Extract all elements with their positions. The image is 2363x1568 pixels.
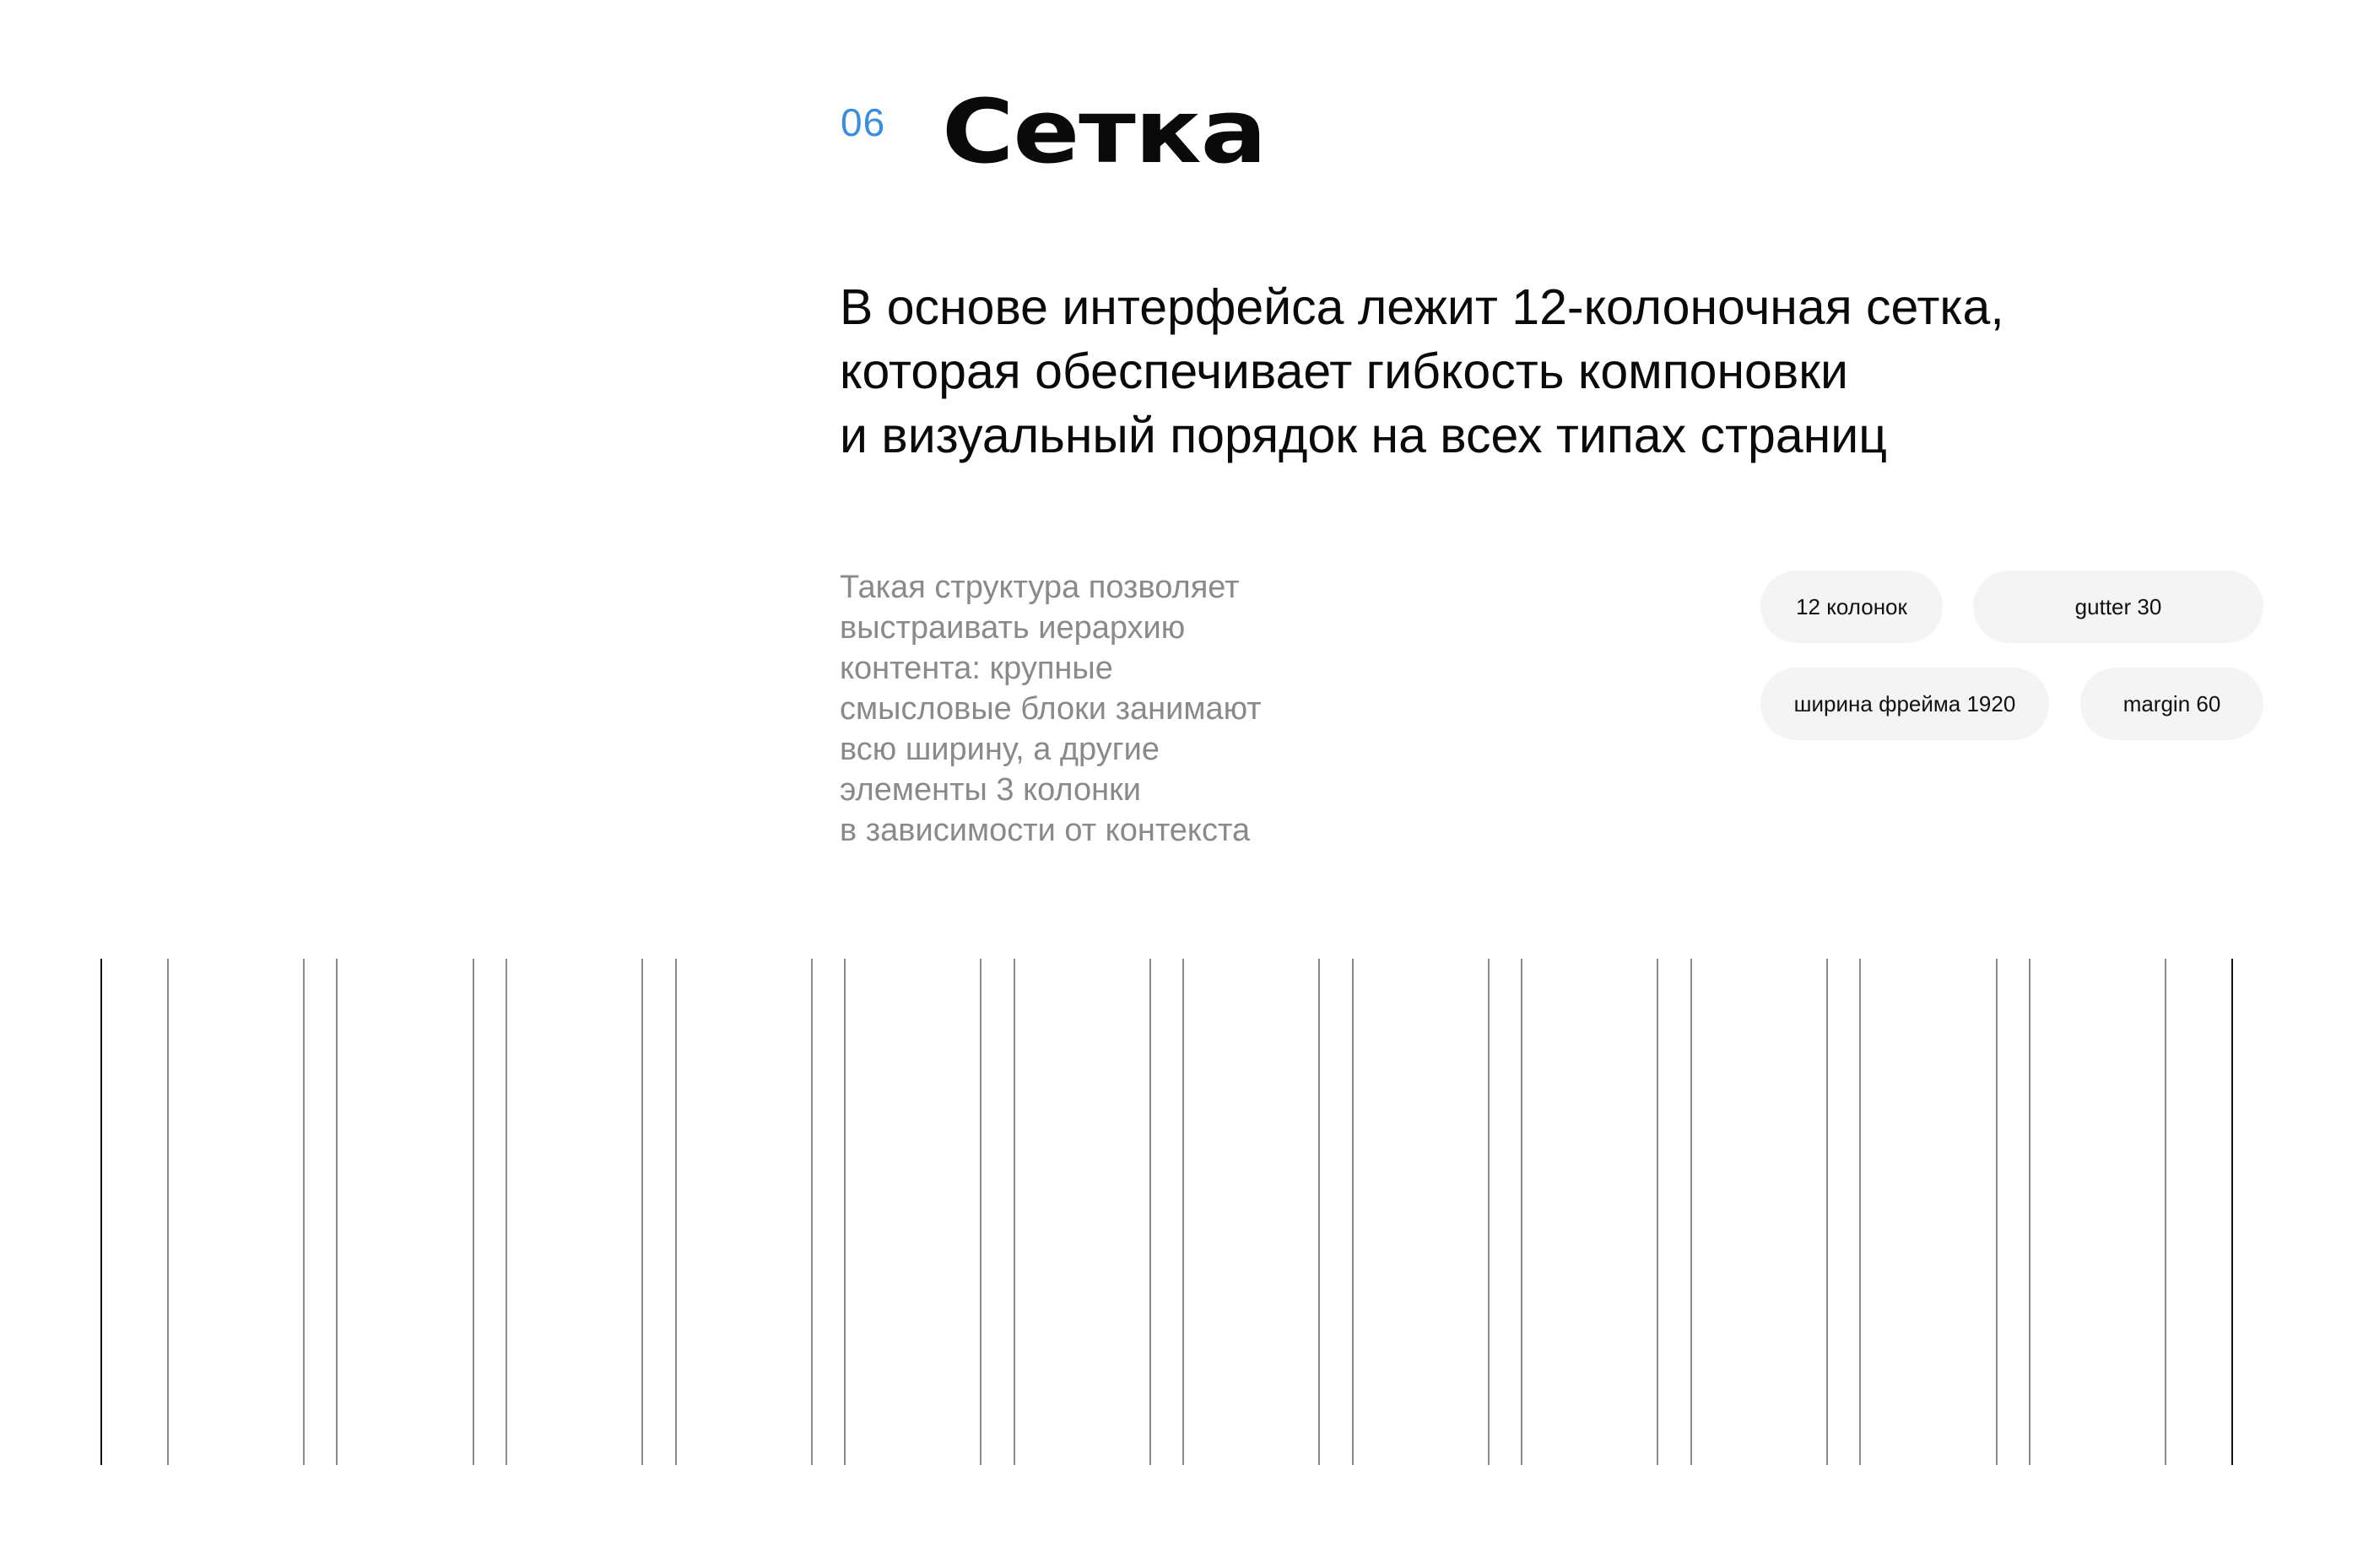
lead-line: которая обеспечивает гибкость компоновки [840,343,1848,399]
column-guide-line [167,959,169,1465]
column-guide-line [1318,959,1320,1465]
tag-margin: margin 60 [2080,668,2263,740]
column-guide-line [1014,959,1015,1465]
description-text [840,567,1363,851]
description-line: выстраивать иерархию [840,610,1186,646]
description-line: в зависимости от контекста [840,813,1251,848]
description-line: контента: крупные [840,651,1113,686]
column-guide-line [1859,959,1861,1465]
column-guide-line [473,959,474,1465]
frame-edge-right [2231,959,2233,1465]
lead-line: и визуальный порядок на всех типах страниц [840,408,1887,463]
column-guide-line [2165,959,2166,1465]
section-number: 06 [841,100,886,144]
column-guide-line [1521,959,1522,1465]
column-guide-line [303,959,305,1465]
description-line: смысловые блоки занимают [840,691,1262,727]
column-guide-line [1826,959,1828,1465]
description-line: элементы 3 колонки [840,772,1141,808]
column-guide-line [844,959,846,1465]
column-guide-line [675,959,677,1465]
column-guide-line [1657,959,1658,1465]
tag-columns: 12 колонок [1760,570,1943,643]
column-guide-line [1690,959,1692,1465]
column-guide-line [1488,959,1490,1465]
column-guide-line [1149,959,1151,1465]
grid-diagram [0,959,2363,1465]
column-guide-line [2029,959,2030,1465]
section-title: Сетка [942,80,1267,183]
description-line: Такая структура позволяет [840,570,1240,605]
frame-edge-left [100,959,102,1465]
column-guide-line [336,959,338,1465]
tag-gutter: gutter 30 [1973,570,2263,643]
lead-line: В основе интерфейса лежит 12-колоночная сетка, [840,279,2004,335]
lead-text [840,275,2274,468]
column-guide-line [811,959,813,1465]
column-guide-line [641,959,643,1465]
description-line: всю ширину, а другие [840,732,1160,767]
column-guide-line [1352,959,1354,1465]
column-guide-line [506,959,507,1465]
column-guide-line [1182,959,1184,1465]
column-guide-line [1996,959,1998,1465]
column-guide-line [980,959,981,1465]
tag-frame-width: ширина фрейма 1920 [1760,668,2049,740]
